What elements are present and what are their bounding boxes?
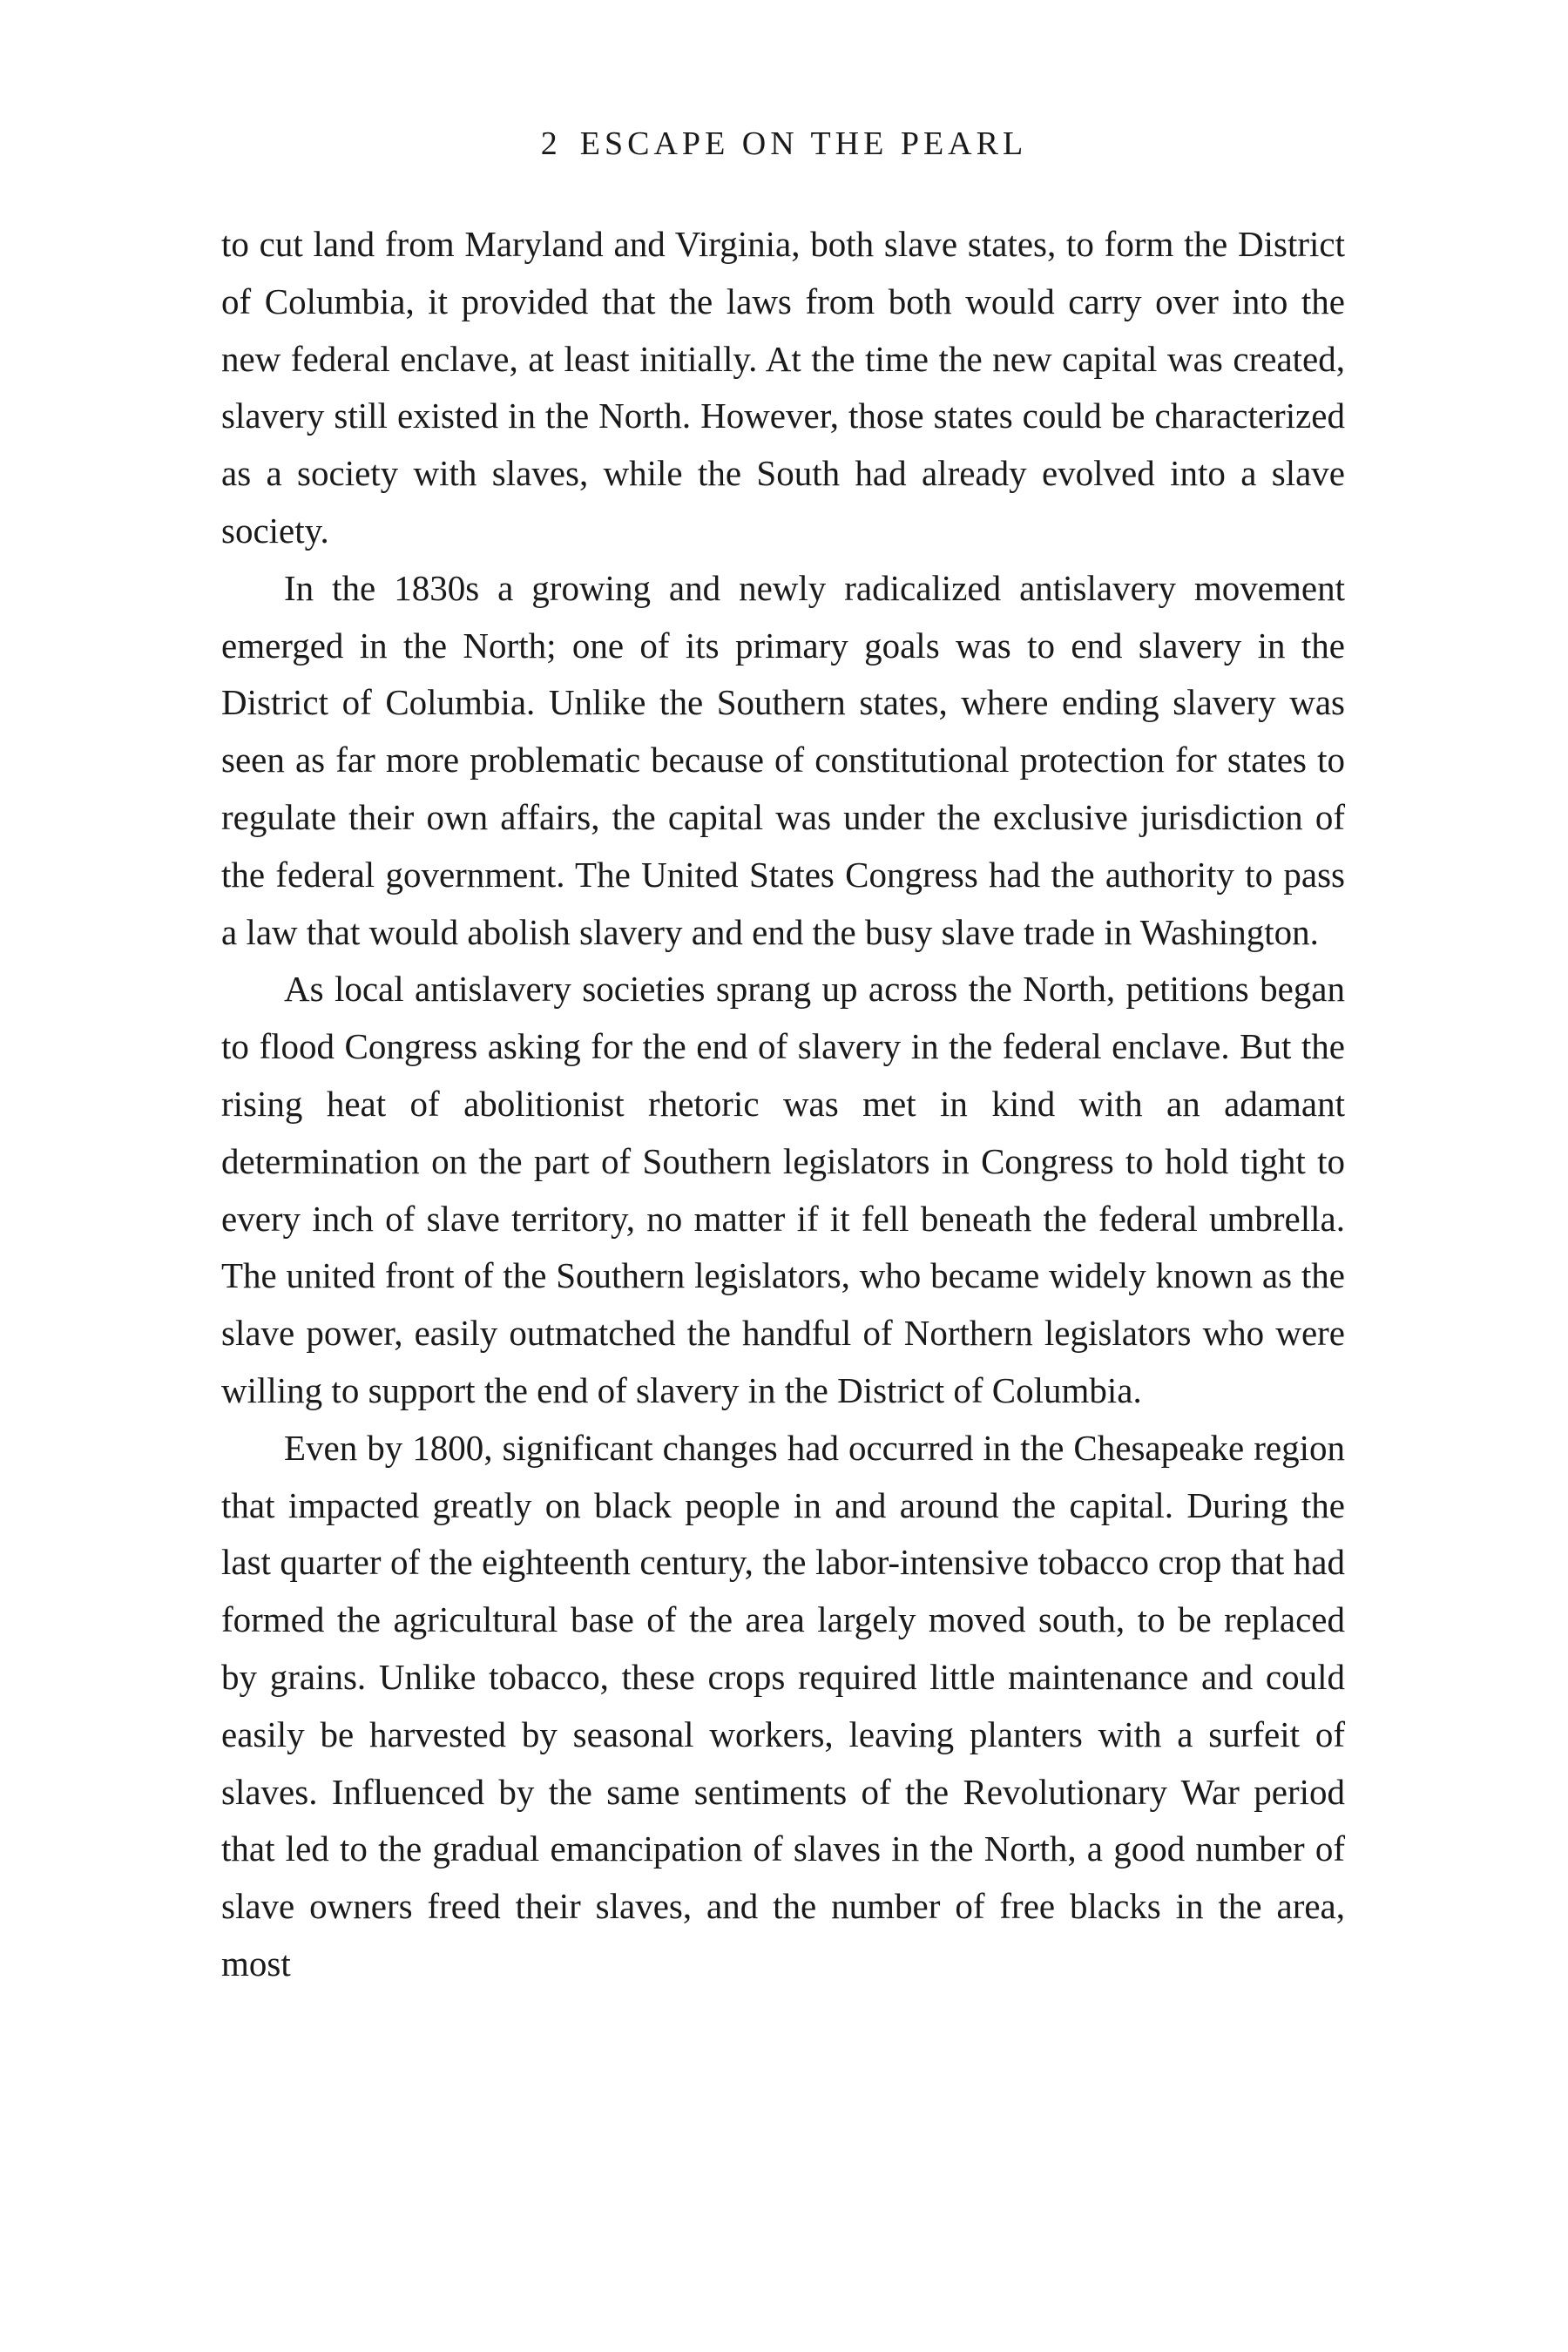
paragraph: Even by 1800, significant changes had occurred in the Chesapeake region that impacted greatly on black people in and around the capital. During the last quarter of the eighteenth century, the labor-intensive tobacco crop that had formed the agricultural base of the area largely moved south, to be replaced by grains. Unlike tobacco, these crops required little maintenance and could easily be harvested by seasonal workers, leaving planters with a surfeit of slaves. Influenced by the same sentiments of the Revolutionary War period that led to the gradual emancipation of slaves in the North, a good number of slave owners freed their slaves, and the number of free blacks in the area, most	[221, 1427, 1345, 1984]
paragraph-continued: to cut land from Maryland and Virginia, both slave states, to form the District of Columbia, it provided that the laws from both would carry over into the new federal enclave, at least initially. At the time the new capital was created, slavery still existed in the North. However, those states could be characterized as a society with slaves, while the South had already evolved into a slave society.	[221, 224, 1345, 551]
book-title: ESCAPE ON THE PEARL	[579, 125, 1028, 162]
running-head	[0, 122, 1568, 166]
body-text	[221, 216, 1345, 1993]
paragraph: As local antislavery societies sprang up across the North, petitions began to flood Congress asking for the end of slavery in the federal enclave. But the rising heat of abolitionist rhetoric was met in kind with an adamant determination on the part of Southern legislators in Congress to hold tight to every inch of slave territory, no matter if it fell beneath the federal umbrella. The united front of the Southern legislators, who became widely known as the slave power, easily outmatched the handful of Northern legislators who were willing to support the end of slavery in the District of Columbia.	[221, 969, 1345, 1410]
page-number: 2	[540, 125, 558, 162]
paragraph: In the 1830s a growing and newly radicalized antislavery movement emerged in the North; one of its primary goals was to end slavery in the District of Columbia. Unlike the Southern states, where ending slavery was seen as far more problematic because of constitutional protection for states to regulate their own affairs, the capital was under the exclusive jurisdiction of the federal government. The United States Congress had the authority to pass a law that would abolish slavery and end the busy slave trade in Washington.	[221, 567, 1345, 952]
